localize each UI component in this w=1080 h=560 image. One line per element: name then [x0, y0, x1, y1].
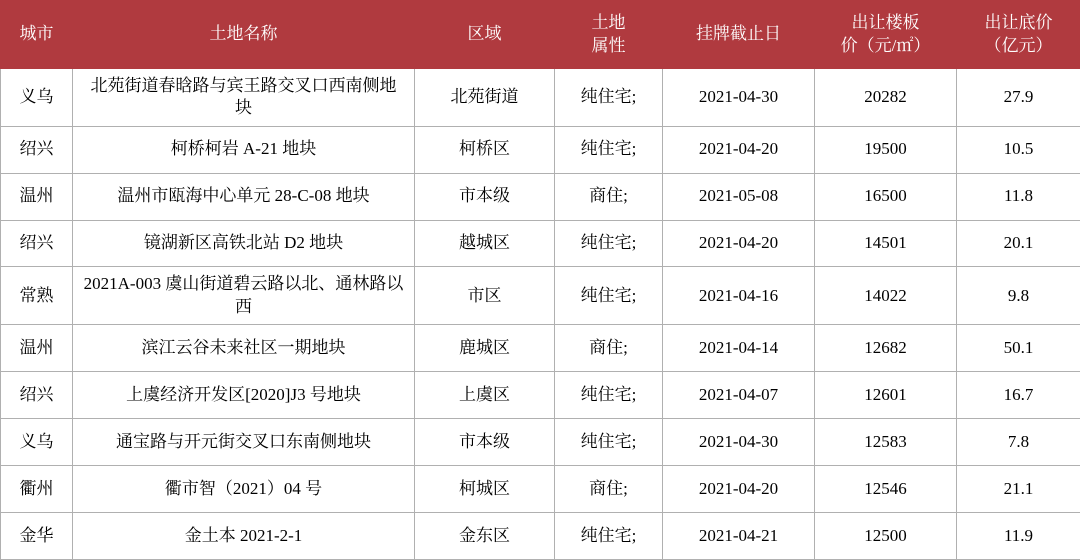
table-header-row	[1, 1, 1080, 69]
cell-region: 柯城区	[415, 465, 555, 512]
cell-base-price: 20.1	[957, 220, 1080, 267]
cell-land-name: 滨江云谷未来社区一期地块	[73, 325, 415, 372]
cell-floor-price: 14022	[815, 267, 957, 325]
cell-region: 金东区	[415, 512, 555, 559]
cell-city: 金华	[1, 512, 73, 559]
cell-city: 衢州	[1, 465, 73, 512]
cell-base-price: 7.8	[957, 418, 1080, 465]
table-row	[1, 465, 1080, 512]
cell-city: 常熟	[1, 267, 73, 325]
cell-region: 鹿城区	[415, 325, 555, 372]
cell-land-attribute: 纯住宅;	[555, 69, 663, 127]
column-header-base-price-line1: 出让底价	[984, 13, 1053, 33]
table-row	[1, 267, 1080, 325]
cell-deadline: 2021-04-07	[663, 372, 815, 419]
cell-region: 市本级	[415, 173, 555, 220]
table-row	[1, 69, 1080, 127]
cell-deadline: 2021-04-20	[663, 465, 815, 512]
column-header-land-name: 土地名称	[73, 1, 415, 69]
cell-city: 温州	[1, 325, 73, 372]
column-header-deadline: 挂牌截止日	[663, 1, 815, 69]
cell-floor-price: 14501	[815, 220, 957, 267]
cell-land-attribute: 纯住宅;	[555, 512, 663, 559]
cell-region: 市本级	[415, 418, 555, 465]
table-header	[1, 1, 1080, 69]
column-header-land-attribute	[555, 1, 663, 69]
table-row	[1, 325, 1080, 372]
cell-deadline: 2021-04-20	[663, 220, 815, 267]
cell-region: 北苑街道	[415, 69, 555, 127]
cell-city: 义乌	[1, 418, 73, 465]
column-header-floor-price	[815, 1, 957, 69]
cell-base-price: 10.5	[957, 126, 1080, 173]
cell-deadline: 2021-04-30	[663, 69, 815, 127]
cell-floor-price: 19500	[815, 126, 957, 173]
cell-land-attribute: 商住;	[555, 173, 663, 220]
cell-land-name: 2021A-003 虞山街道碧云路以北、通林路以西	[73, 267, 415, 325]
table-row	[1, 418, 1080, 465]
cell-land-attribute: 纯住宅;	[555, 267, 663, 325]
cell-land-attribute: 纯住宅;	[555, 372, 663, 419]
cell-floor-price: 12546	[815, 465, 957, 512]
cell-deadline: 2021-05-08	[663, 173, 815, 220]
column-header-city: 城市	[1, 1, 73, 69]
table-row	[1, 372, 1080, 419]
cell-floor-price: 20282	[815, 69, 957, 127]
column-header-base-price	[957, 1, 1080, 69]
cell-land-name: 北苑街道春晗路与宾王路交叉口西南侧地块	[73, 69, 415, 127]
cell-city: 绍兴	[1, 126, 73, 173]
cell-land-name: 镜湖新区高铁北站 D2 地块	[73, 220, 415, 267]
cell-deadline: 2021-04-14	[663, 325, 815, 372]
cell-land-name: 金土本 2021-2-1	[73, 512, 415, 559]
cell-land-name: 衢市智（2021）04 号	[73, 465, 415, 512]
cell-region: 上虞区	[415, 372, 555, 419]
cell-region: 越城区	[415, 220, 555, 267]
cell-land-name: 柯桥柯岩 A-21 地块	[73, 126, 415, 173]
cell-region: 市区	[415, 267, 555, 325]
cell-floor-price: 12601	[815, 372, 957, 419]
cell-city: 温州	[1, 173, 73, 220]
cell-floor-price: 12682	[815, 325, 957, 372]
table-body	[1, 69, 1080, 560]
cell-city: 绍兴	[1, 220, 73, 267]
table-row	[1, 173, 1080, 220]
table-row	[1, 512, 1080, 559]
cell-deadline: 2021-04-16	[663, 267, 815, 325]
cell-base-price: 27.9	[957, 69, 1080, 127]
cell-base-price: 11.8	[957, 173, 1080, 220]
cell-base-price: 9.8	[957, 267, 1080, 325]
cell-land-attribute: 商住;	[555, 465, 663, 512]
cell-land-attribute: 商住;	[555, 325, 663, 372]
cell-land-name: 通宝路与开元街交叉口东南侧地块	[73, 418, 415, 465]
table-row	[1, 220, 1080, 267]
column-header-region: 区域	[415, 1, 555, 69]
cell-deadline: 2021-04-20	[663, 126, 815, 173]
cell-city: 绍兴	[1, 372, 73, 419]
cell-land-attribute: 纯住宅;	[555, 220, 663, 267]
cell-base-price: 11.9	[957, 512, 1080, 559]
column-header-land-attribute-line2: 属性	[591, 35, 626, 55]
column-header-base-price-line2: （亿元）	[984, 35, 1053, 55]
cell-city: 义乌	[1, 69, 73, 127]
table-row	[1, 126, 1080, 173]
cell-base-price: 16.7	[957, 372, 1080, 419]
column-header-floor-price-line2: 价（元/㎡）	[840, 35, 931, 55]
column-header-land-attribute-line1: 土地	[591, 13, 626, 33]
cell-deadline: 2021-04-21	[663, 512, 815, 559]
cell-land-attribute: 纯住宅;	[555, 418, 663, 465]
cell-base-price: 50.1	[957, 325, 1080, 372]
cell-floor-price: 12583	[815, 418, 957, 465]
cell-base-price: 21.1	[957, 465, 1080, 512]
cell-floor-price: 12500	[815, 512, 957, 559]
cell-land-attribute: 纯住宅;	[555, 126, 663, 173]
cell-land-name: 温州市瓯海中心单元 28-C-08 地块	[73, 173, 415, 220]
cell-floor-price: 16500	[815, 173, 957, 220]
cell-deadline: 2021-04-30	[663, 418, 815, 465]
cell-land-name: 上虞经济开发区[2020]J3 号地块	[73, 372, 415, 419]
column-header-floor-price-line1: 出让楼板	[851, 13, 920, 33]
cell-region: 柯桥区	[415, 126, 555, 173]
